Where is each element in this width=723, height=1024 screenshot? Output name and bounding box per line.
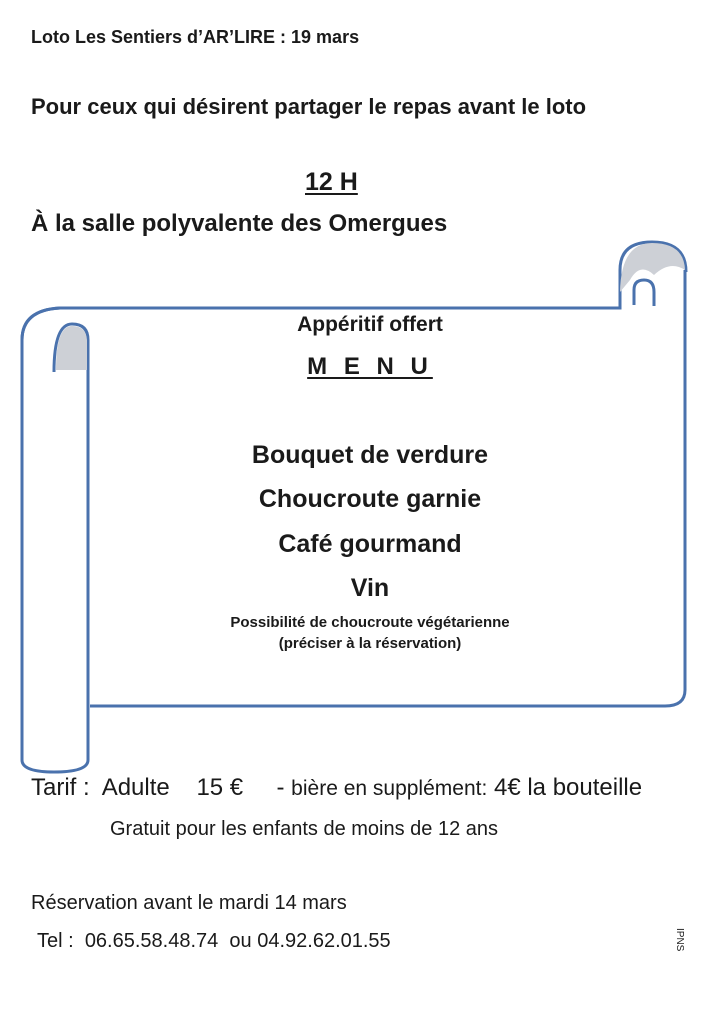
menu-dish: Vin	[350, 574, 390, 602]
tel-label: Tel :	[37, 930, 74, 952]
vegetarian-note-detail: (préciser à la réservation)	[278, 635, 462, 652]
adult-label: Adulte	[101, 774, 170, 801]
event-time: 12 H	[305, 168, 358, 196]
menu-dish: Bouquet de verdure	[251, 441, 489, 469]
beer-text: bière en supplément:	[291, 777, 488, 800]
aperitif-label: Appéritif offert	[297, 313, 443, 336]
reservation-deadline: Réservation avant le mardi 14 mars	[31, 892, 347, 914]
menu-dish: Café gourmand	[278, 530, 462, 558]
or-word: ou	[229, 930, 252, 952]
phone-number-1: 06.65.58.48.74	[84, 930, 219, 952]
menu-dish: Choucroute garnie	[258, 485, 482, 513]
beer-dash: -	[276, 774, 285, 801]
intro-text: Pour ceux qui désirent partager le repas avant le loto	[31, 94, 587, 119]
menu-title: M E N U	[307, 353, 433, 380]
phone-line	[37, 930, 391, 953]
ipns-mark: IPNS	[674, 928, 685, 952]
vegetarian-note: Possibilité de choucroute végétarienne	[230, 614, 510, 631]
tarif-label: Tarif :	[31, 774, 90, 801]
phone-number-2: 04.92.62.01.55	[257, 930, 391, 952]
pricing-line	[31, 774, 642, 802]
header-title: Loto Les Sentiers d’AR’LIRE : 19 mars	[31, 27, 360, 47]
beer-price: 4€ la bouteille	[493, 774, 643, 801]
adult-price: 15 €	[196, 774, 244, 801]
event-venue: À la salle polyvalente des Omergues	[31, 210, 448, 237]
children-free-note: Gratuit pour les enfants de moins de 12 ans	[110, 818, 499, 840]
